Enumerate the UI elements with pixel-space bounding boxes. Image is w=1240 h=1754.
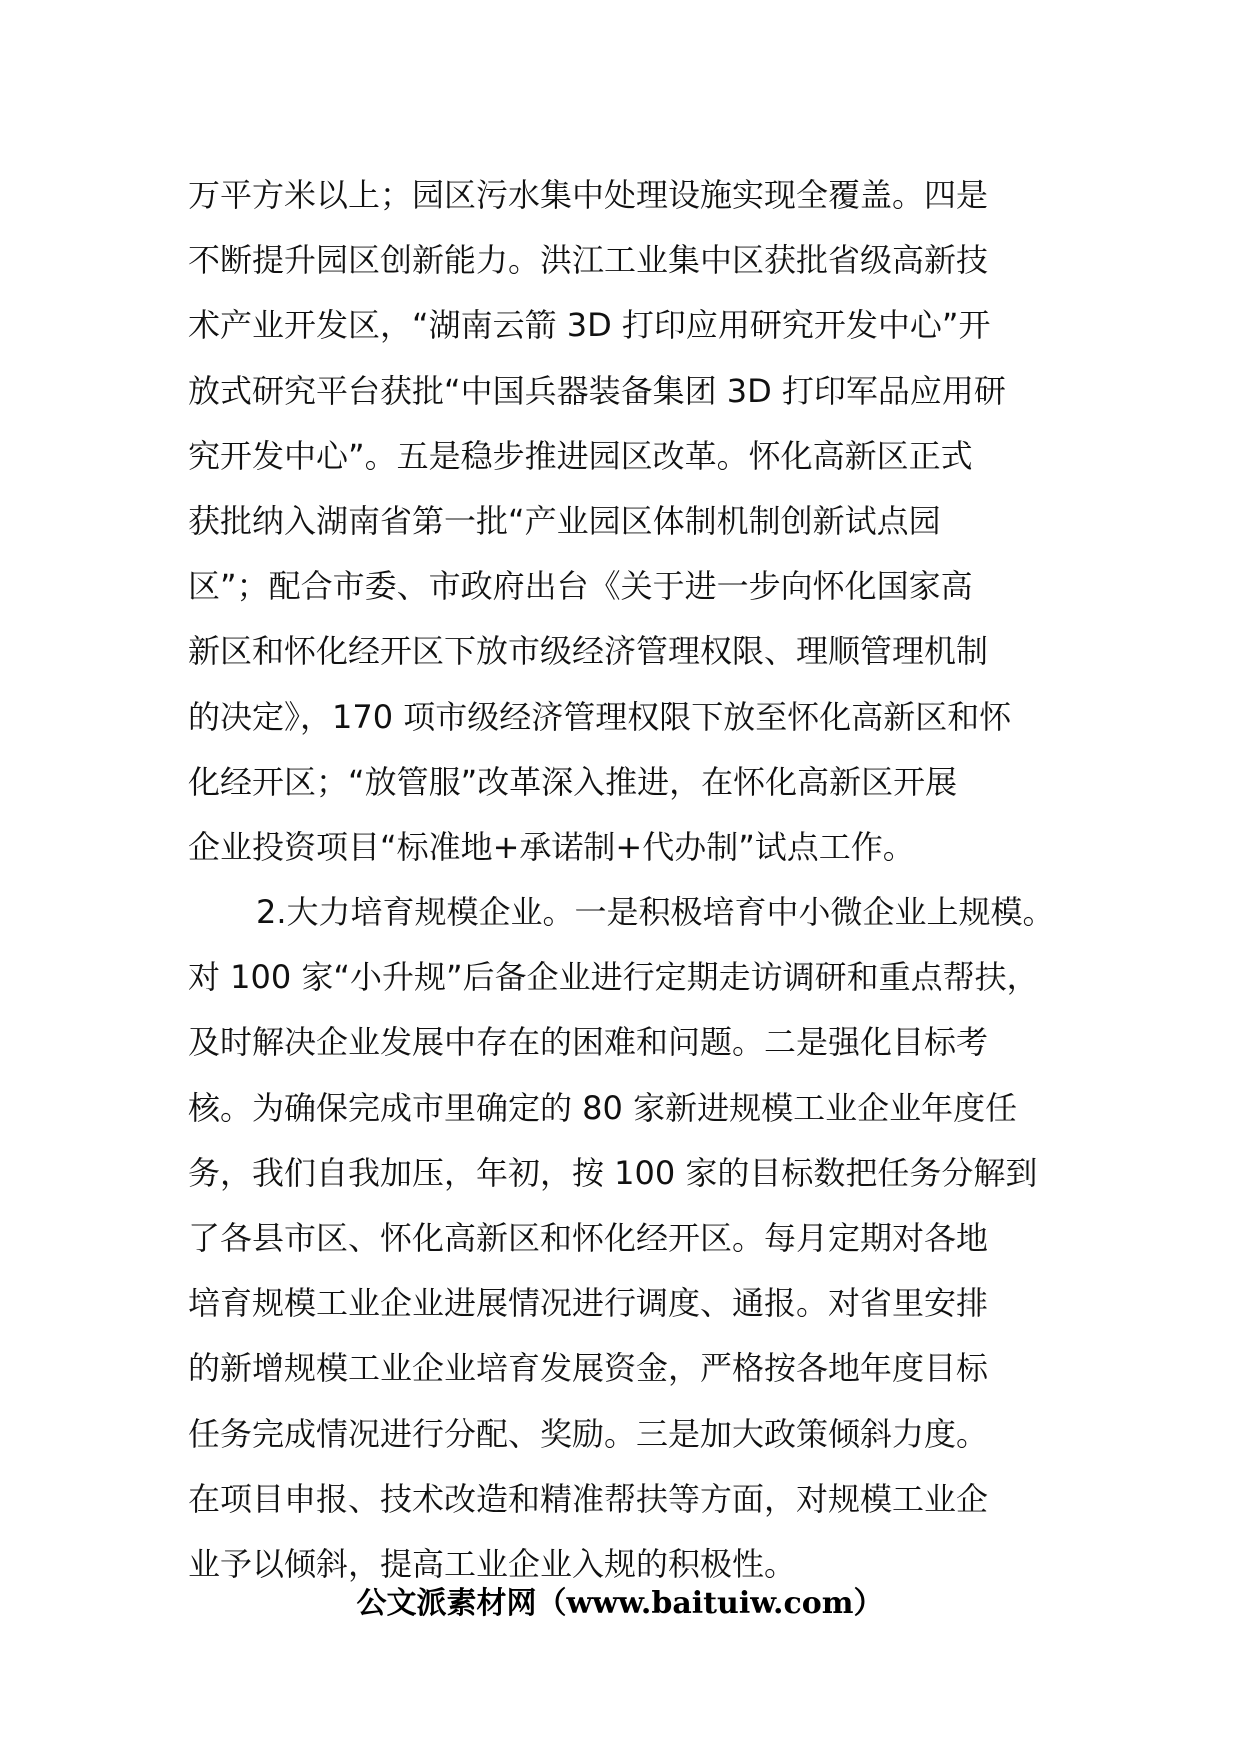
text-line: 的决定》，170 项市级经济管理权限下放至怀化高新区和怀 bbox=[188, 697, 1012, 736]
text-line: 究开发中心”。五是稳步推进园区改革。怀化高新区正式 bbox=[188, 436, 973, 475]
text-line: 了各县市区、怀化高新区和怀化经开区。每月定期对各地 bbox=[188, 1219, 989, 1257]
text-line: 企业投资项目“标准地+承诺制+代办制”试点工作。 bbox=[188, 827, 915, 866]
text-line: 万平方米以上；园区污水集中处理设施实现全覆盖。四是 bbox=[188, 176, 989, 214]
text-line: 培育规模工业企业进展情况进行调度、通报。对省里安排 bbox=[188, 1284, 989, 1323]
text-line: 及时解决企业发展中存在的困难和问题。二是强化目标考 bbox=[188, 1023, 989, 1062]
text-line: 术产业开发区，“湖南云箭 3D 打印应用研究开发中心”开 bbox=[188, 306, 991, 345]
section-heading-line: 2.大力培育规模企业。一是积极培育中小微企业上规模。 bbox=[256, 893, 1055, 932]
text-line: 对 100 家“小升规”后备企业进行定期走访调研和重点帮扶， bbox=[188, 958, 1039, 997]
footer-watermark: 公文派素材网（www.baituiw.com） bbox=[356, 1586, 884, 1621]
text-line: 获批纳入湖南省第一批“产业园区体制机制创新试点园 bbox=[188, 501, 941, 540]
text-line: 放式研究平台获批“中国兵器装备集团 3D 打印军品应用研 bbox=[188, 371, 1006, 410]
text-line: 核。为确保完成市里确定的 80 家新进规模工业企业年度任 bbox=[188, 1088, 1018, 1127]
document-body bbox=[188, 163, 1088, 1597]
text-line: 在项目申报、技术改造和精准帮扶等方面，对规模工业企 bbox=[188, 1479, 989, 1518]
text-line: 业予以倾斜，提高工业企业入规的积极性。 bbox=[188, 1544, 797, 1583]
text-line: 不断提升园区创新能力。洪江工业集中区获批省级高新技 bbox=[188, 241, 989, 280]
text-line: 新区和怀化经开区下放市级经济管理权限、理顺管理机制 bbox=[188, 632, 989, 671]
text-line: 的新增规模工业企业培育发展资金，严格按各地年度目标 bbox=[188, 1349, 989, 1388]
text-line: 任务完成情况进行分配、奖励。三是加大政策倾斜力度。 bbox=[188, 1414, 989, 1453]
text-line: 区”；配合市委、市政府出台《关于进一步向怀化国家高 bbox=[188, 567, 973, 606]
text-line: 务，我们自我加压，年初，按 100 家的目标数把任务分解到 bbox=[188, 1153, 1038, 1192]
text-line: 化经开区；“放管服”改革深入推进，在怀化高新区开展 bbox=[188, 762, 958, 801]
